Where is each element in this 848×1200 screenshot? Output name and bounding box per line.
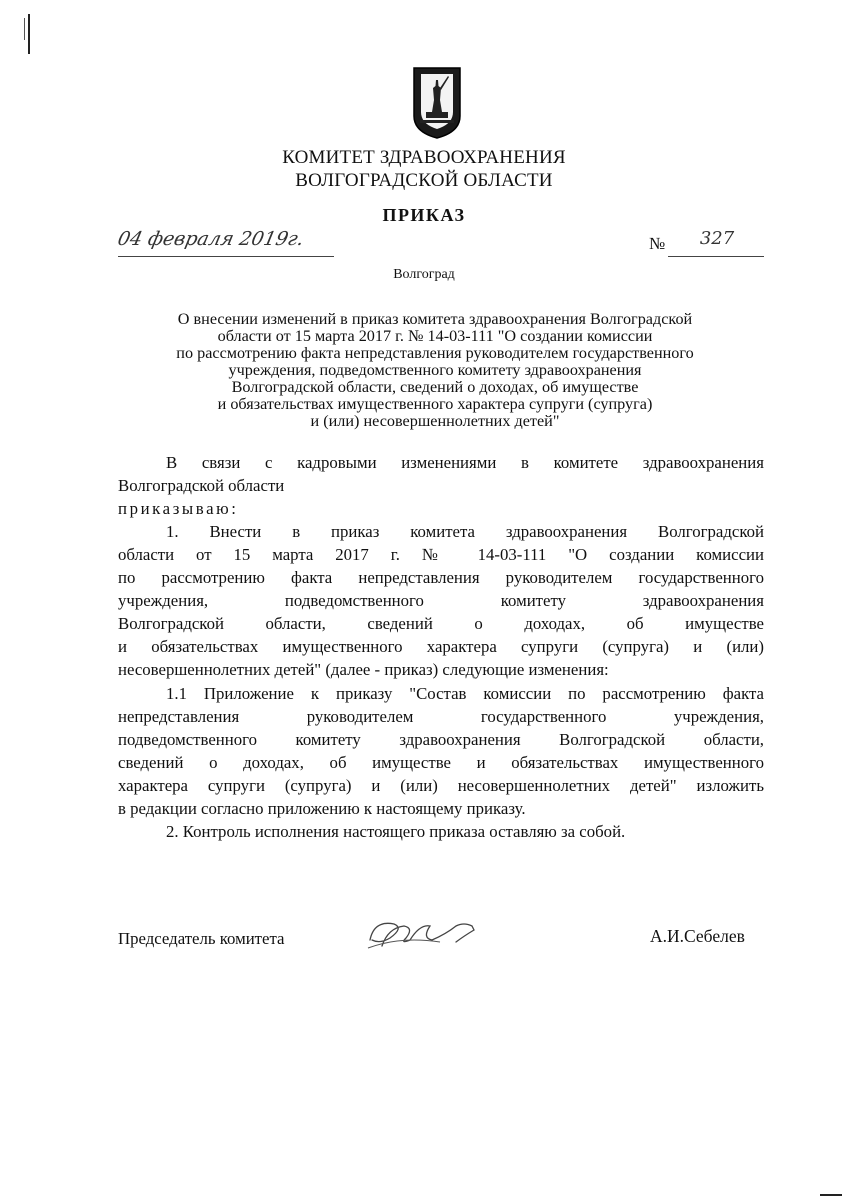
preamble-line: Волгоградской области — [118, 476, 285, 495]
paragraph-1-1-line: непредставления руководителем государственного учреждения, — [118, 707, 764, 726]
preamble-line: В связи с кадровыми изменениями в комитете здравоохранения — [166, 453, 764, 472]
paragraph-1-1-line: в редакции согласно приложению к настоящему приказу. — [118, 799, 526, 818]
paragraph-1-line: несовершеннолетних детей" (далее - приказ) следующие изменения: — [118, 660, 609, 679]
paragraph-1-1-line: подведомственного комитету здравоохранения Волгоградской области, — [118, 730, 764, 749]
subject-line: по рассмотрению факта непредставления руководителем государственного — [176, 344, 694, 362]
scan-edge-mark — [28, 14, 30, 54]
paragraph-1-line: и обязательствах имущественного характера супруги (супруга) и (или) — [118, 637, 764, 656]
paragraph-1-1-line: 1.1 Приложение к приказу "Состав комиссии по рассмотрению факта — [166, 684, 764, 703]
paragraph-1-line: по рассмотрению факта непредставления руководителем государственного — [118, 568, 764, 587]
paragraph-1-1-line: характера супруги (супруга) и (или) несовершеннолетних детей" изложить — [118, 776, 764, 795]
document-type-title: ПРИКАЗ — [382, 205, 466, 225]
subject-line: О внесении изменений в приказ комитета здравоохранения Волгоградской — [177, 310, 693, 328]
signer-title: Председатель комитета — [118, 929, 285, 948]
scan-edge-mark-secondary — [24, 18, 25, 40]
subject-line: учреждения, подведомственного комитету здравоохранения — [228, 361, 642, 379]
paragraph-1-line: 1. Внести в приказ комитета здравоохранения Волгоградской — [166, 522, 764, 541]
handwritten-signature — [360, 906, 480, 956]
paragraph-1-line: области от 15 марта 2017 г. № 14-03-111 "О создании комиссии — [118, 545, 764, 564]
scan-corner-mark — [820, 1194, 842, 1196]
paragraph-2: 2. Контроль исполнения настоящего приказа оставляю за собой. — [166, 822, 626, 841]
signer-name: А.И.Себелев — [650, 926, 745, 946]
number-underline — [668, 256, 764, 257]
paragraph-1-1-line: сведений о доходах, об имуществе и обязательствах имущественного — [118, 753, 764, 772]
committee-name-line2: ВОЛГОГРАДСКОЙ ОБЛАСТИ — [295, 170, 553, 191]
order-date-field — [115, 228, 336, 258]
city-name: Волгоград — [393, 267, 455, 282]
subject-line: и обязательствах имущественного характера супруги (супруга) — [217, 395, 653, 413]
order-number-handwritten: 327 — [699, 228, 735, 249]
subject-line: области от 15 марта 2017 г. № 14-03-111 "О создании комиссии — [217, 327, 653, 345]
subject-line: Волгоградской области, сведений о доходах, об имуществе — [231, 378, 639, 396]
paragraph-1-line: Волгоградской области, сведений о доходах, об имуществе — [118, 614, 764, 633]
order-word: приказываю: — [118, 499, 239, 518]
order-number-label: № — [649, 234, 666, 253]
subject-line: и (или) несовершеннолетних детей" — [310, 412, 560, 430]
order-subject — [100, 311, 770, 430]
committee-name-line1: КОМИТЕТ ЗДРАВООХРАНЕНИЯ — [282, 147, 566, 168]
volgograd-emblem-icon — [412, 66, 462, 140]
order-date-handwritten: 04 февраля 2019г. — [115, 228, 306, 250]
date-underline — [118, 256, 334, 257]
paragraph-1-line: учреждения, подведомственного комитету здравоохранения — [118, 591, 764, 610]
